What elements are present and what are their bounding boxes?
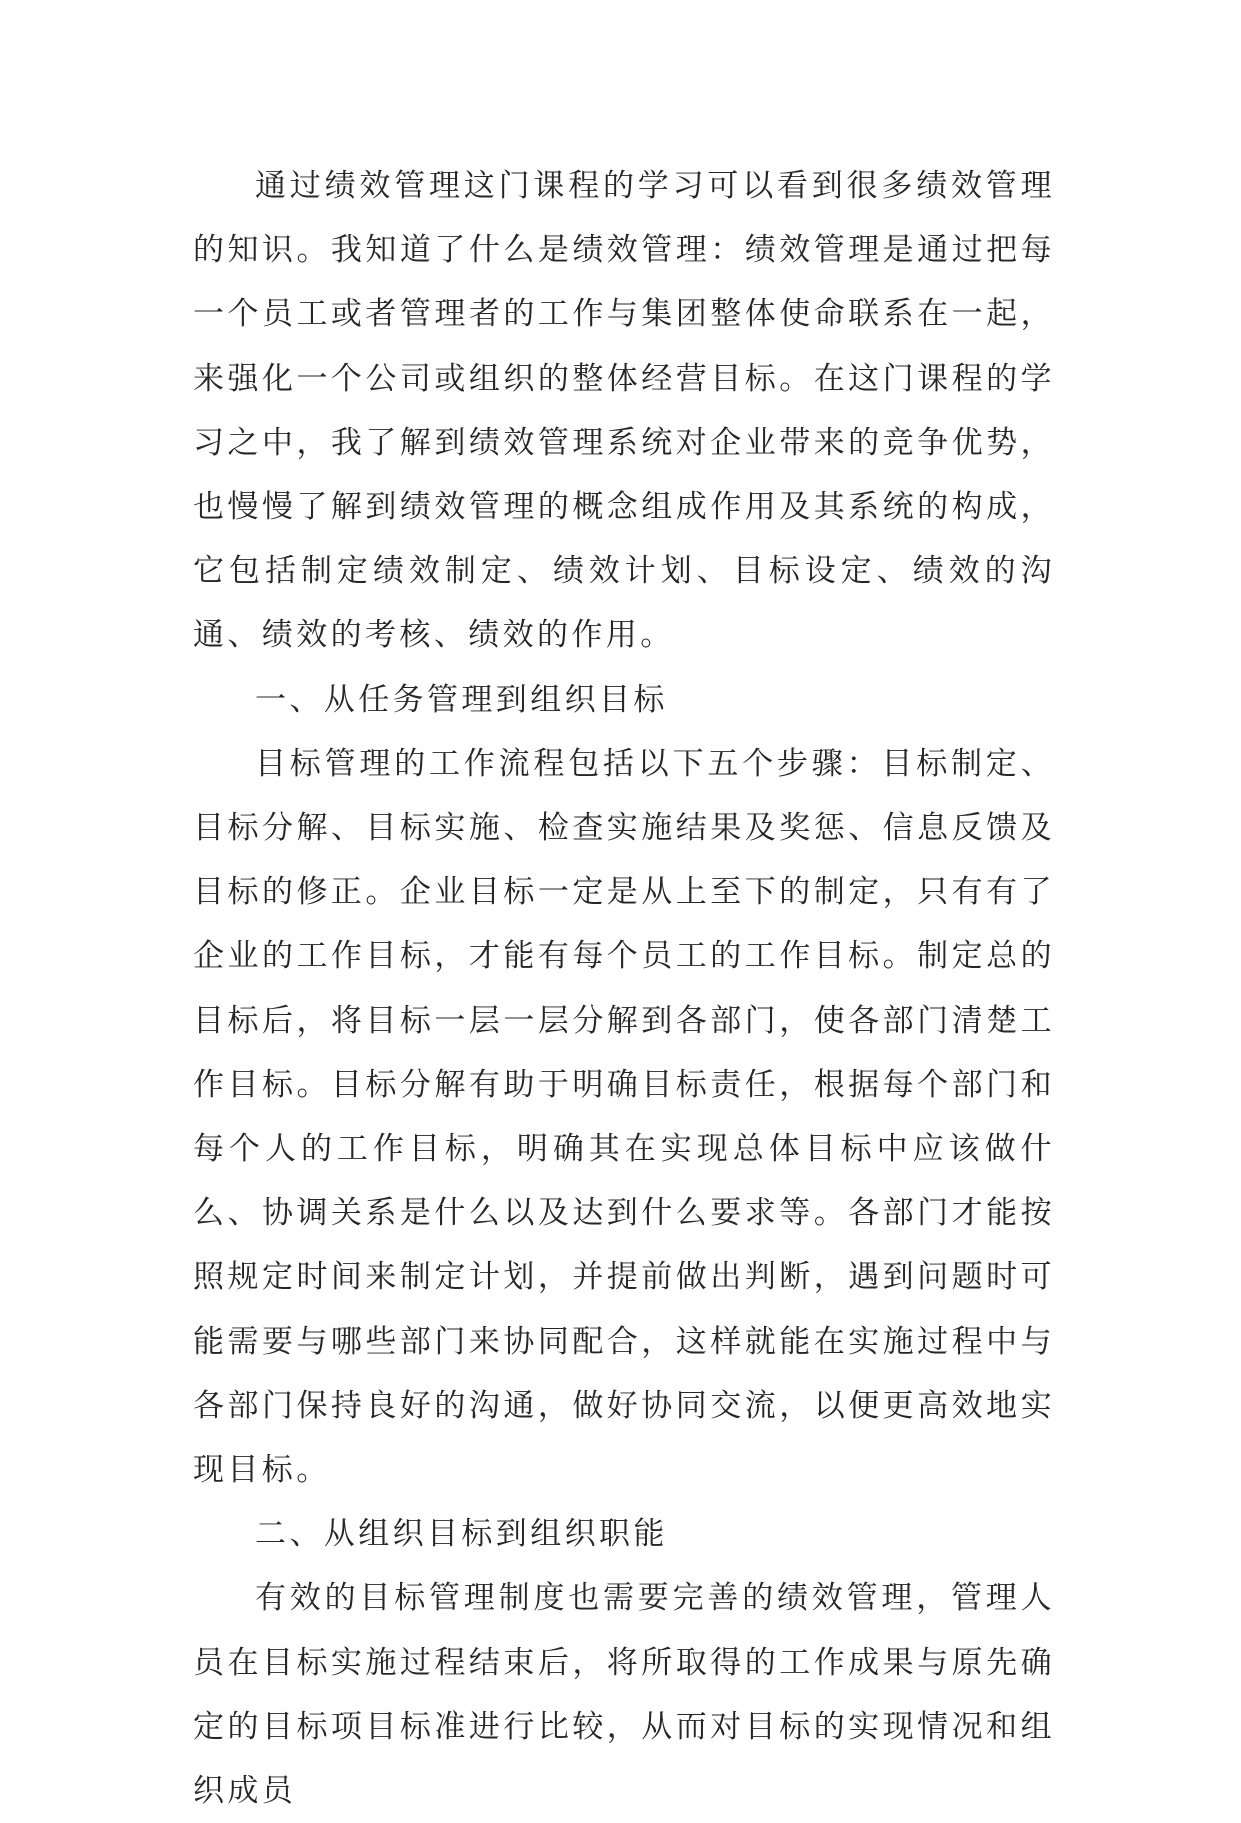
section-heading-2: 二、从组织目标到组织职能: [255, 1516, 668, 1553]
section-2-paragraph: 有效的目标管理制度也需要完善的绩效管理，管理人员在目标实施过程结束后，将所取得的工作成果与原先确定的目标项目标准进行比较，从而对目标的实现情况和组织成员: [193, 1580, 1055, 1810]
section-1-paragraph: 目标管理的工作流程包括以下五个步骤：目标制定、目标分解、目标实施、检查实施结果及奖惩、信息反馈及目标的修正。企业目标一定是从上至下的制定，只有有了企业的工作目标，才能有每个员工的工作目标。制定总的目标后，将目标一层一层分解到各部门，使各部门清楚工作目标。目标分解有助于明确目标责任，根据每个部门和每个人的工作目标，明确其在实现总体目标中应该做什么、协调关系是什么以及达到什么要求等。各部门才能按照规定时间来制定计划，并提前做出判断，遇到问题时可能需要与哪些部门来协同配合，这样就能在实施过程中与各部门保持良好的沟通，做好协同交流，以便更高效地实现目标。: [193, 745, 1055, 1489]
intro-paragraph: 通过绩效管理这门课程的学习可以看到很多绩效管理的知识。我知道了什么是绩效管理：绩效管理是通过把每一个员工或者管理者的工作与集团整体使命联系在一起，来强化一个公司或组织的整体经营目标。在这门课程的学习之中，我了解到绩效管理系统对企业带来的竞争优势，也慢慢了解到绩效管理的概念组成作用及其系统的构成，它包括制定绩效制定、绩效计划、目标设定、绩效的沟通、绩效的考核、绩效的作用。: [193, 168, 1055, 654]
document-page: [193, 154, 1055, 1823]
section-heading-1: 一、从任务管理到组织目标: [255, 681, 668, 718]
